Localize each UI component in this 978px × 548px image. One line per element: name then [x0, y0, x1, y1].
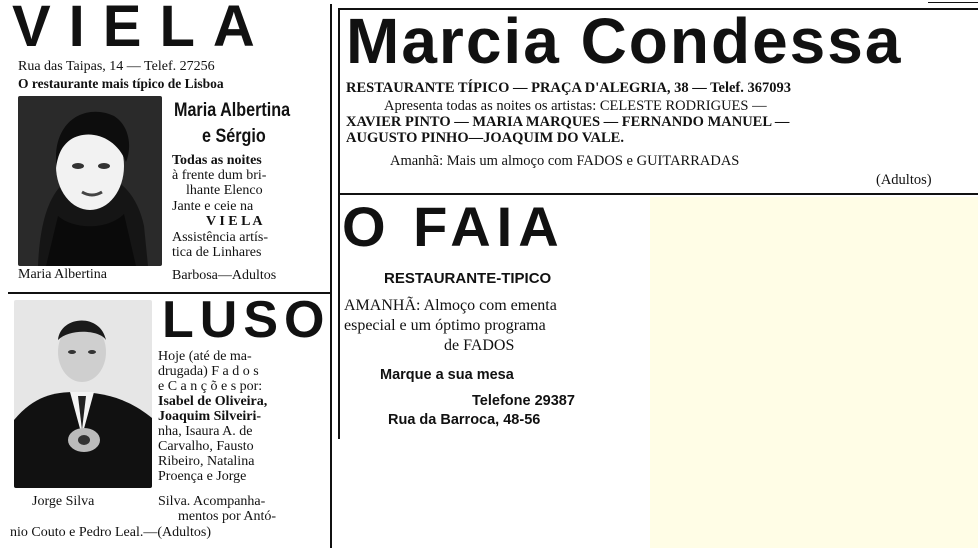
viela-tagline: O restaurante mais típico de Lisboa	[18, 76, 224, 91]
luso-photo-caption: Jorge Silva	[32, 494, 95, 509]
luso-body-3: e C a n ç õ e s por:	[158, 379, 263, 394]
viela-body-1: Todas as noites	[172, 153, 262, 168]
viela-body-6: Assistência artís-	[172, 230, 269, 245]
faia-phone: Telefone 29387	[472, 393, 575, 409]
luso-body-2: drugada) F a d o s	[158, 364, 259, 379]
marcia-body-1: Apresenta todas as noites os artistas: CELESTE RODRIGUES —	[384, 98, 767, 114]
top-corner-rule	[928, 2, 978, 3]
luso-body-1: Hoje (até de ma-	[158, 349, 252, 364]
marcia-tomorrow: Amanhã: Mais um almoço com FADOS e GUITARRADAS	[390, 153, 740, 169]
viela-title: VIELA	[12, 0, 273, 59]
faia-reserve: Marque a sua mesa	[380, 367, 514, 383]
luso-body-4: Isabel de Oliveira,	[158, 394, 268, 409]
luso-body-11: mentos por Antó-	[178, 509, 276, 524]
luso-title: LUSO	[162, 291, 331, 349]
luso-body-last: nio Couto e Pedro Leal.—(Adultos)	[10, 525, 212, 540]
marcia-left-rule	[338, 8, 340, 194]
portrait-image	[14, 300, 152, 488]
faia-body-1	[344, 297, 557, 315]
luso-body-7: Carvalho, Fausto	[158, 439, 254, 454]
luso-body-6: nha, Isaura A. de	[158, 424, 253, 439]
viela-address: Rua das Taipas, 14 — Telef. 27256	[18, 59, 215, 74]
faia-left-rule	[338, 195, 340, 439]
viela-artists-line1: Maria Albertina	[174, 100, 291, 121]
viela-body-5: V I E L A	[206, 214, 263, 229]
luso-body-10: Silva. Acompanha-	[158, 494, 266, 509]
faia-body-1-text: AMANHÃ: Almoço com ementa	[344, 297, 557, 314]
faia-body-2: especial e um óptimo programa	[344, 317, 546, 334]
viela-photo-caption: Maria Albertina	[18, 267, 108, 282]
faia-subtitle: RESTAURANTE-TIPICO	[384, 270, 552, 287]
portrait-image	[18, 96, 162, 266]
marcia-title: Marcia Condessa	[346, 5, 903, 77]
viela-artists-line2: e Sérgio	[202, 126, 266, 147]
maria-albertina-photo	[18, 96, 162, 266]
divider-vertical-left	[330, 4, 332, 548]
faia-body-3: de FADOS	[444, 337, 515, 354]
faia-address: Rua da Barroca, 48-56	[388, 412, 541, 428]
viela-body-2: à frente dum bri-	[172, 168, 267, 183]
luso-body-5: Joaquim Silveiri-	[158, 409, 262, 424]
marcia-body-2: XAVIER PINTO — MARIA MARQUES — FERNANDO MANUEL —	[346, 114, 790, 130]
jorge-silva-photo	[14, 300, 152, 488]
marcia-body-3: AUGUSTO PINHO—JOAQUIM DO VALE.	[346, 130, 624, 146]
luso-body-9: Proença e Jorge	[158, 469, 247, 484]
viela-body-3: lhante Elenco	[186, 183, 263, 198]
viela-body-7: tica de Linhares	[172, 245, 262, 260]
luso-body-8: Ribeiro, Natalina	[158, 454, 255, 469]
faia-title: O FAIA	[342, 195, 565, 258]
viela-body-8: Barbosa—Adultos	[172, 268, 277, 283]
marcia-subtitle: RESTAURANTE TÍPICO — PRAÇA D'ALEGRIA, 38 — Telef. 367093	[346, 80, 791, 96]
marcia-rating: (Adultos)	[876, 172, 932, 188]
blank-area	[650, 197, 978, 548]
viela-body-4: Jante e ceie na	[172, 199, 254, 214]
